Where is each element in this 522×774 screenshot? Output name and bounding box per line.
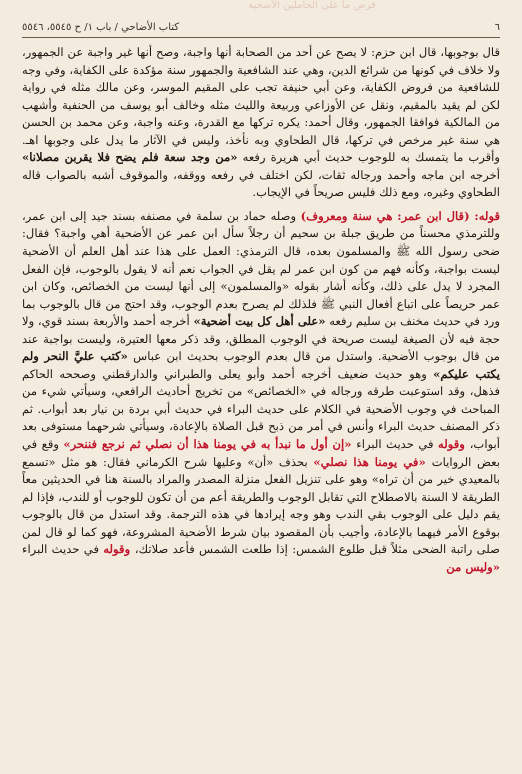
paragraph-1: [22, 44, 500, 202]
faded-watermark-text: فرض ما على الحاملين الأضحية: [248, 0, 376, 11]
para2-red2: وقوله: [438, 437, 470, 452]
para2-text2: أخرجه أحمد والأربعة بسند قوي، ولا حجة فيه لأن الصيغة ليست صريحة في الوجوب المطلق، وقد ذكر معها العتيرة، وليست بواجبة عند من قال بوجوب الأضحية. واستدل من قال بعدم الوجوب بحديث ابن عباس: [22, 314, 500, 364]
para1-text-after: أخرجه ابن ماجه وأحمد ورجاله ثقات، لكن اختلف في رفعه ووقفه، والموقوف أشبه بالصواب قاله الطحاوي وغيره، ومع ذلك فليس صريحاً في الإيجاب.: [22, 167, 500, 200]
para2-text1: وصله حماد بن سلمة في مصنفه بسند جيد إلى ابن عمر، وللترمذي محسناً من طريق جبلة بن سحيم أن رجلاً سأل ابن عمر عن الأضحية أهي واجبة؟ فقال: ضحى رسول الله ﷺ والمسلمون بعده، قال الترمذي: العمل على هذا عند أهل العلم أن الأضحية ليست بواجبة، وكأنه فهم من كون ابن عمر لم يقل في الجواب نعم أنه لا يقول بالوجوب، فإن الفعل المجرد لا يدل على ذلك، وكأنه أشار بقوله «والمسلمون» إلى أنها ليست من الخصائص، وكان ابن عمر حريصاً على اتباع أفعال النبي ﷺ فلذلك لم يصرح بعدم الوجوب، وقد احتج من قال بالوجوب بما ورد في حديث مخنف بن سليم رفعه: [22, 208, 500, 329]
para2-red3: «إن أول ما نبدأ به في يومنا هذا أن نصلي ثم نرجع فننحر»: [63, 437, 357, 452]
running-title: كتاب الأضاحي / باب ١/ ح ٥٥٤٥، ٥٥٤٦: [22, 21, 180, 33]
para1-text: قال بوجوبها، قال ابن حزم: لا يصح عن أحد من الصحابة أنها واجبة، وصح أنها غير واجبة عن الجمهور، ولا خلاف في كونها من شرائع الدين، وهي عند الشافعية والجمهور سنة مؤكدة على الكفاية، وفي وجه للشافعية من فروض الكفاية، وعن أبي حنيفة تجب على المقيم الموسر، وعن مالك مثله في رواية لكن لم يقيد بالمقيم، ونقل عن الأوزاعي وربيعة والليث مثله وخالف أبو يوسف من الحنفية وأشهب من المالكية فوافقا الجمهور، وقال أحمد: يكره تركها مع القدرة، وعنه واجبة، وعن محمد بن الحسن هي سنة غير مرخص في تركها، قال الطحاوي وبه نأخذ، وليس في الآثار ما يدل على وجوبها اهـ. وأقرب ما يتمسك به للوجوب حديث أبي هريرة رفعه: [22, 45, 501, 165]
page-number: ٦: [494, 21, 500, 33]
header-divider: [22, 37, 500, 38]
para2-red5: وقوله: [103, 542, 135, 557]
para2-text7: في حديث البراء: [22, 542, 104, 557]
para2-text4: في حديث البراء: [356, 437, 439, 452]
page-header: [22, 18, 500, 36]
para1-hadith: «من وجد سعة فلم يضح فلا يقربن مصلانا»: [22, 150, 238, 165]
para2-text5: وقع في بعض الروايات: [22, 437, 500, 469]
para2-text3: وهو حديث ضعيف أخرجه أحمد وأبو يعلى والطبراني والدارقطني وصححه الحاكم فذهل، وقد استوعبت طرقه ورجاله في «الخصائص» من تخريج أحاديث الرافعي، وسيأتي شيء من المباحث في وجوب الأضحية في الكلام على حديث البراء في حديث أبي بردة بن نيار بعد أبواب. ثم ذكر المصنف حديث البراء وأنس في أمر من ذبح قبل الصلاة بالإعادة، وسيأتي شرحهما مستوفى بعد أبواب،: [22, 366, 501, 452]
para2-bold1: «على أهل كل بيت أضحية»: [193, 314, 326, 329]
para2-lead: قوله: (قال ابن عمر: هي سنة ومعروف): [300, 208, 500, 223]
para2-red6: «وليس من: [446, 559, 500, 574]
body-text: [22, 44, 500, 576]
para2-text6: بحذف «أن» وعليها شرح الكرماني فقال: هو مثل «تسمع بالمعيدي خير من أن تراه» وهو على تنزيل الفعل منزلة المصدر والمراد بالسنة هنا في الحديثين معاً الطريقة لا السنة بالاصطلاح التي تقابل الوجوب والطريقة أعم من أن تكون للوجوب أو للندب، فإذا لم يقم دليل على الوجوب بقي الندب وهو وجه إيرادها في هذه الترجمة. وقد استدل من قال بالوجوب بوقوع الأمر فيهما بالإعادة، وأجيب بأن المقصود بيان شرط الأضحية المشروعة، فهو كما لو قال لمن صلى راتبة الضحى مثلاً قبل طلوع الشمس: إذا طلعت الشمس فأعد صلاتك،: [22, 454, 500, 557]
para2-bold2: «كتب عليَّ النحر ولم يكتب عليكم»: [22, 349, 500, 381]
para2-red4: «في يومنا هذا نصلي»: [313, 454, 432, 469]
paragraph-2: [22, 208, 500, 576]
